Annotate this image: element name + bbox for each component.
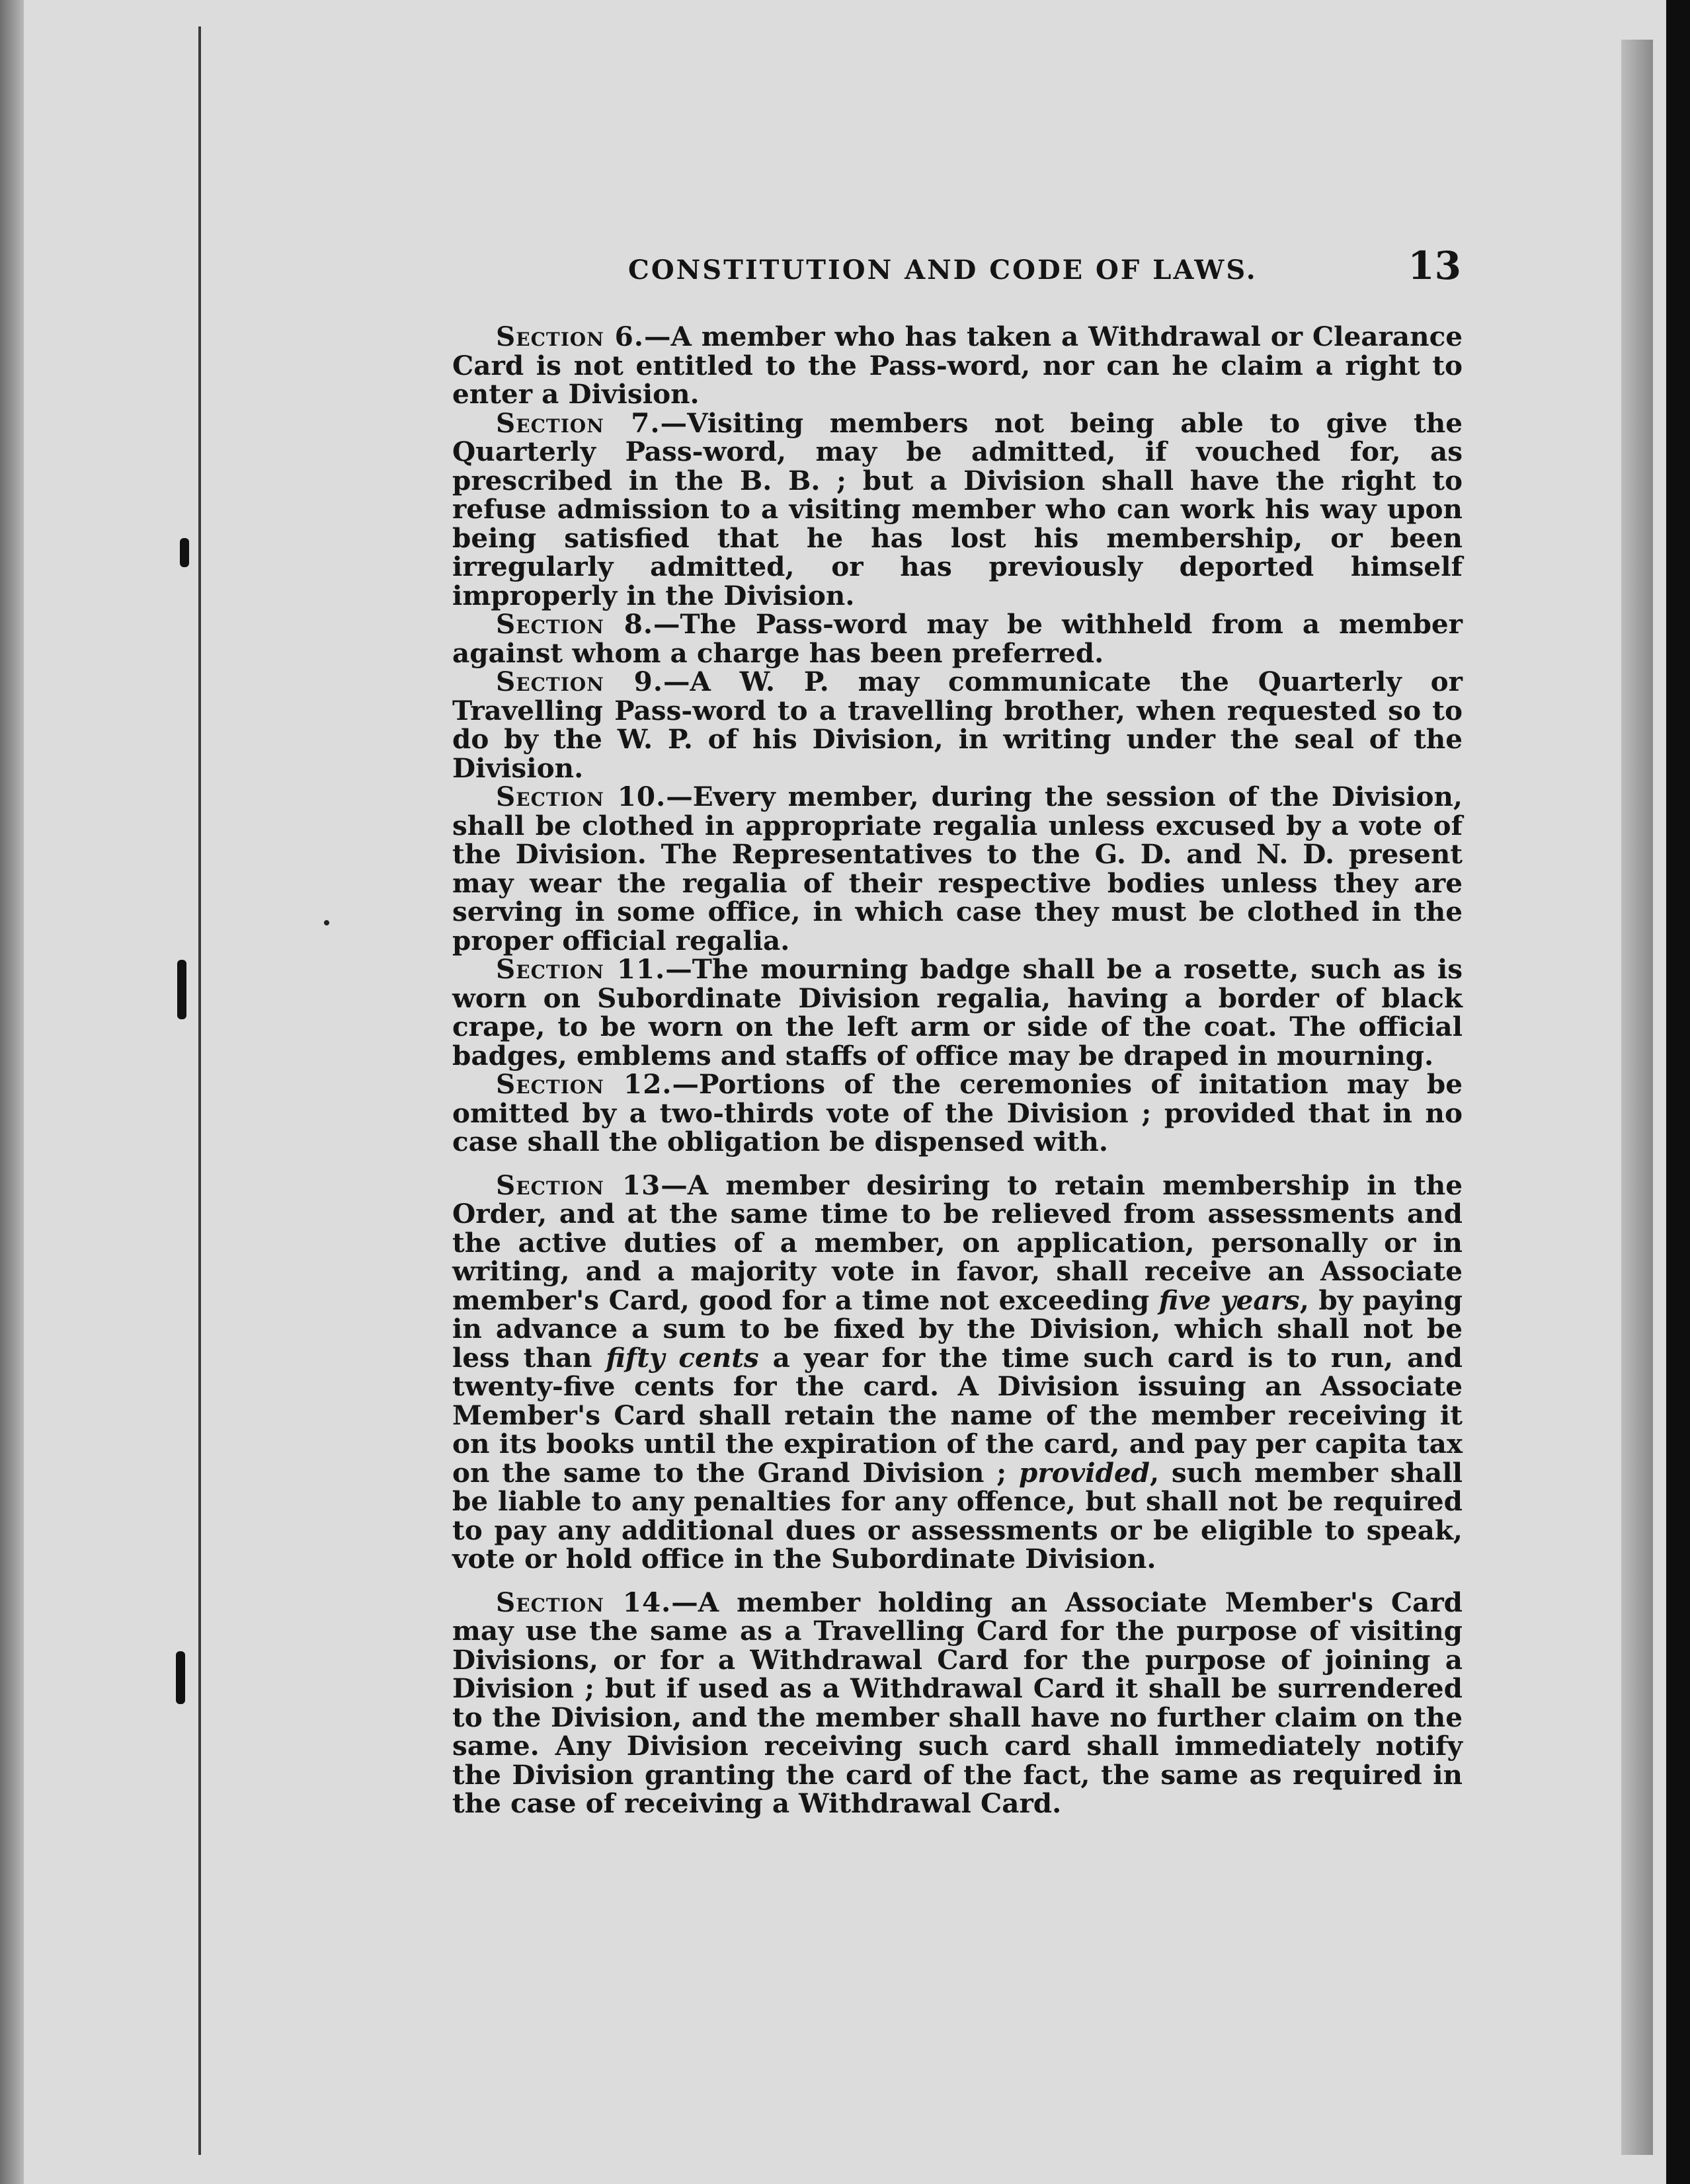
section-label: Section 6. <box>496 321 644 352</box>
running-head: CONSTITUTION AND CODE OF LAWS. <box>628 254 1258 286</box>
section-text: —A member who has taken a Withdrawal or Clearance Card is not entitled to the Pass-word, nor can he claim a right to enter a Division. <box>452 321 1463 410</box>
section-label: Section 8. <box>496 608 654 640</box>
section-text: —Every member, during the session of the Division, shall be clothed in appropriate regalia unless excused by a vote of the Division. The Representatives to the G. D. and N. D. present may wear the regalia of their respective bodies unless they are serving in some office, in which case they must be clothed in the proper official regalia. <box>452 781 1463 956</box>
section-label: Section 11. <box>496 953 666 985</box>
binding-stitch <box>180 538 189 567</box>
section-text: —Portions of the ceremonies of initation may be omitted by a two-thirds vote of the Division ; provided that in no case shall the obligation be dispensed with. <box>452 1068 1463 1157</box>
section-label: Section 12. <box>496 1068 672 1100</box>
page-number: 13 <box>1408 243 1461 288</box>
section-text: , by paying in advance a sum to be fixed by the Division, which shall not be less than <box>452 1284 1463 1374</box>
section-label: Section 7. <box>496 407 661 439</box>
section-text: —The Pass-word may be withheld from a member against whom a charge has been preferred. <box>452 608 1463 669</box>
section-text: —A member desiring to retain membership in the Order, and at the same time to be relieved from assessments and the active duties of a member, on application, personally or in writing, and a majority vote in favor, shall receive an Associate member's Card, good for a time not exceeding <box>452 1169 1463 1316</box>
section-label: Section 14. <box>496 1586 672 1618</box>
binding-stitch <box>176 1651 185 1704</box>
emphasis-text: fifty cents <box>606 1341 759 1374</box>
section-text: —A W. P. may communicate the Quarterly or Travelling Pass-word to a travelling brother, when requested so to do by the W. P. of his Division, in writing under the seal of the Division. <box>452 666 1463 784</box>
scan-border <box>1666 0 1690 2184</box>
section-10 <box>452 783 1463 955</box>
left-margin-band <box>0 0 24 2184</box>
body-text <box>452 323 1463 1818</box>
page-edge <box>1621 40 1653 2155</box>
section-9 <box>452 668 1463 783</box>
ink-speck <box>324 920 329 925</box>
section-text: —The mourning badge shall be a rosette, such as is worn on Subordinate Division regalia, having a border of black crape, to be worn on the left arm or side of the coat. The official badges, emblems and staffs of office may be draped in mourning. <box>452 953 1463 1072</box>
section-14 <box>452 1588 1463 1818</box>
section-6 <box>452 323 1463 409</box>
section-text: —A member holding an Associate Member's Card may use the same as a Travelling Card for the purpose of visiting Divisions, or for a Withdrawal Card for the purpose of joining a Division ; but if used as a Withdrawal Card it shall be surrendered to the Division, and the member shall have no further claim on the same. Any Division receiving such card shall immediately notify the Division granting the card of the fact, the same as required in the case of receiving a Withdrawal Card. <box>452 1586 1463 1819</box>
section-12 <box>452 1070 1463 1157</box>
section-label: Section 10. <box>496 781 666 812</box>
section-text: a year for the time such card is to run, and twenty-five cents for the card. A Division issuing an Associate Member's Card shall retain the name of the member receiving it on its books until the expiration of the card, and pay per capita tax on the same to the Grand Division ; <box>452 1341 1463 1489</box>
section-7 <box>452 409 1463 611</box>
emphasis-text: five years <box>1158 1284 1300 1316</box>
section-11 <box>452 955 1463 1070</box>
section-label: Section 13 <box>496 1169 661 1201</box>
section-label: Section 9. <box>496 666 663 697</box>
section-8 <box>452 610 1463 668</box>
section-text: —Visiting members not being able to give the Quarterly Pass-word, may be admitted, if vouched for, as prescribed in the B. B. ; but a Division shall have the right to refuse admission to a visiting member who can work his way upon being satisfied that he has lost his membership, or been irregularly admitted, or has previously deported himself improperly in the Division. <box>452 407 1463 611</box>
binding-stitch <box>177 960 186 1019</box>
page-header <box>628 243 1461 288</box>
emphasis-text: provided <box>1019 1456 1150 1489</box>
binding-fold-line <box>198 26 201 2155</box>
section-text: , such member shall be liable to any penalties for any offence, but shall not be required to pay any additional dues or assessments or be eligible to speak, vote or hold office in the Subordinate Division. <box>452 1456 1463 1575</box>
section-13 <box>452 1171 1463 1574</box>
